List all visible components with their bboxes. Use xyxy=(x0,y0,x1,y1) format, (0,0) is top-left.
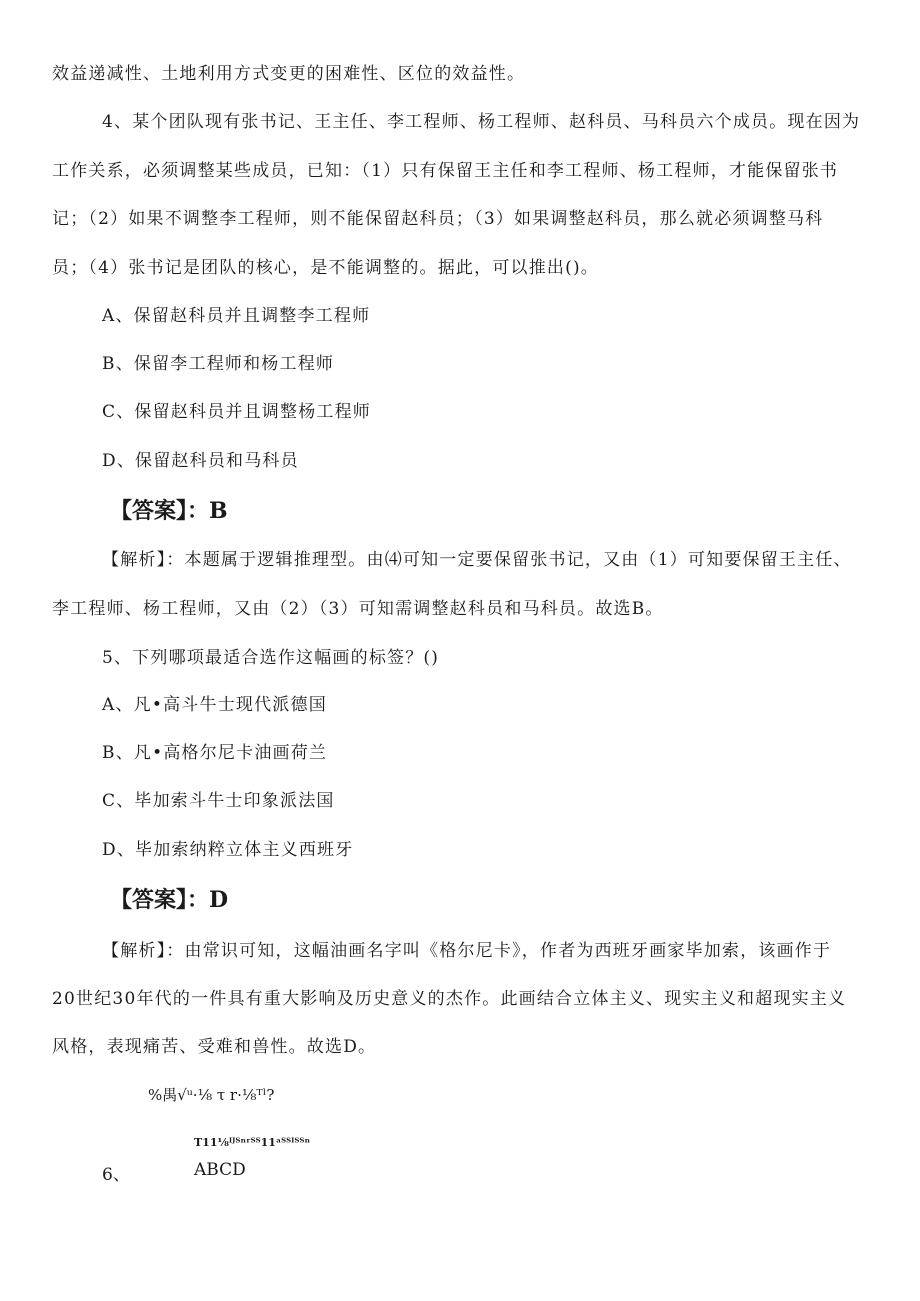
q5-answer: 【答案】：D xyxy=(110,887,229,913)
q5-option-a: A、凡•高斗牛士现代派德国 xyxy=(102,695,327,715)
q6-garbled-text-1: %禺√ᵘ·⅛ τ r·⅛ᵀˡ? xyxy=(148,1086,275,1104)
q5-explanation-3: 风格，表现痛苦、受难和兽性。故选D。 xyxy=(52,1037,377,1057)
q4-answer: 【答案】：B xyxy=(110,498,228,524)
q5-option-c: C、毕加索斗牛士印象派法国 xyxy=(102,791,335,811)
q6-garbled-text-2: T11⅛ᴵᴶᵀⁿʳᵀᵀ11ᵃᵀᵀᴵᵀᵀⁿ xyxy=(194,1136,311,1149)
q4-option-b: B、保留李工程师和杨工程师 xyxy=(102,354,335,374)
q4-line-4: 员；（4）张书记是团队的核心，是不能调整的。据此，可以推出()。 xyxy=(52,258,599,278)
q5-explanation-1: 【解析】：由常识可知，这幅油画名字叫《格尔尼卡》，作者为西班牙画家毕加索，该画作于 xyxy=(102,941,832,961)
q4-option-a: A、保留赵科员并且调整李工程师 xyxy=(102,306,371,326)
q5-option-b: B、凡•高格尔尼卡油画荷兰 xyxy=(102,743,328,763)
intro-text: 效益递减性、土地利用方式变更的困难性、区位的效益性。 xyxy=(52,64,526,84)
q4-explanation-2: 李工程师、杨工程师，又由（2）（3）可知需调整赵科员和马科员。故选B。 xyxy=(52,599,664,619)
q4-line-1: 4、某个团队现有张书记、王主任、李工程师、杨工程师、赵科员、马科员六个成员。现在因为 xyxy=(102,112,861,132)
q4-line-2: 工作关系，必须调整某些成员，已知：（1）只有保留王主任和李工程师、杨工程师，才能保留张书 xyxy=(52,161,839,181)
q5-option-d: D、毕加索纳粹立体主义西班牙 xyxy=(102,840,354,860)
q6-number: 6、 xyxy=(102,1165,130,1185)
q5-explanation-2: 20世纪30年代的一件具有重大影响及历史意义的杰作。此画结合立体主义、现实主义和超现实主义 xyxy=(52,989,847,1009)
q4-option-d: D、保留赵科员和马科员 xyxy=(102,451,299,471)
q4-line-3: 记；（2）如果不调整李工程师，则不能保留赵科员；（3）如果调整赵科员，那么就必须调整马科 xyxy=(52,209,824,229)
q4-explanation-1: 【解析】：本题属于逻辑推理型。由⑷可知一定要保留张书记，又由（1）可知要保留王主任、 xyxy=(102,550,852,570)
q4-option-c: C、保留赵科员并且调整杨工程师 xyxy=(102,402,372,422)
q5-line-1: 5、下列哪项最适合选作这幅画的标签？() xyxy=(102,648,440,668)
q6-options: ABCD xyxy=(194,1160,246,1180)
